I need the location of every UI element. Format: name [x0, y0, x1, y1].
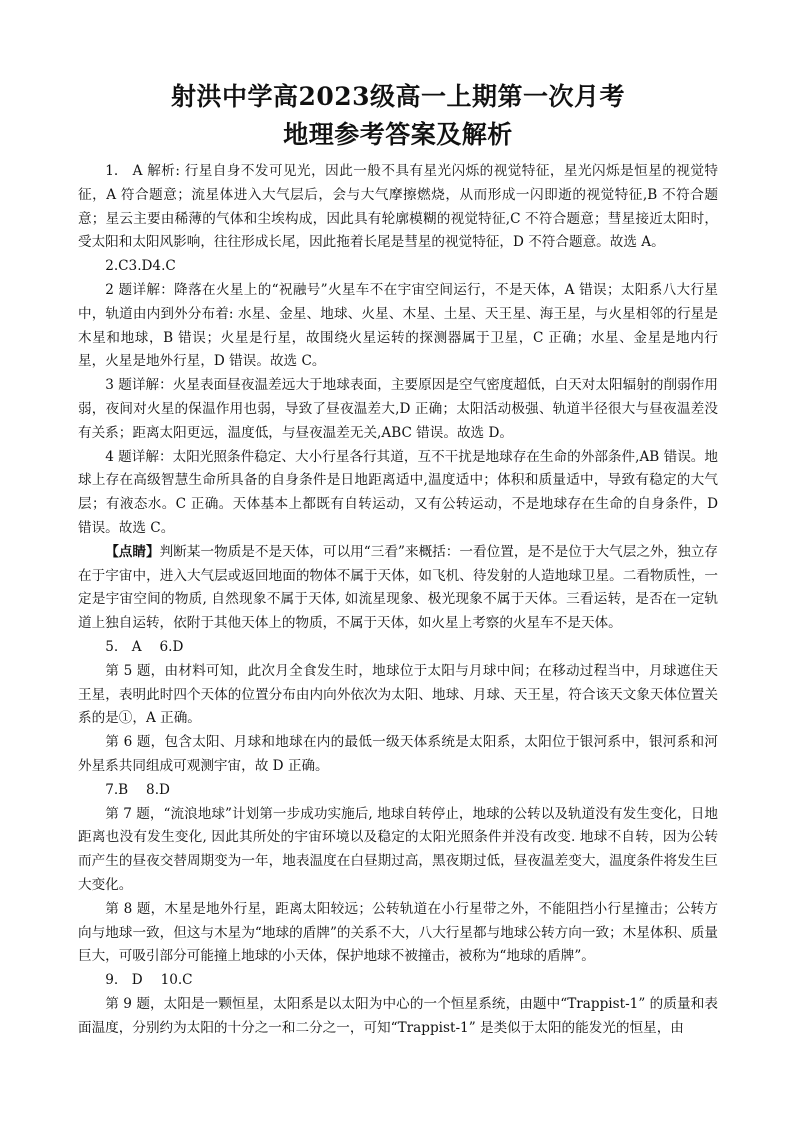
tip-text: 判断某一物质是不是天体，可以用“三看”来概括：一看位置，是不是位于大气层之外，独立存在于宇宙中，进入大气层或返回地面的物体不属于天体，如飞机、待发射的人造地球卫星。二看物质性，一定是宇宙空间的物质, 自然现象不属于天体, 如流星现象、极光现象不属于天体。三看运转，是否在一定轨道上独自运转，依附于其他天体上的物质，不属于天体，如火星上考察的火星车不是天体。 [78, 543, 718, 632]
tip-label: 【点睛】 [105, 543, 160, 560]
answer-paragraph: 3 题详解：火星表面昼夜温差远大于地球表面，主要原因是空气密度超低，白天对太阳辐射的削弱作用弱，夜间对火星的保温作用也弱，导致了昼夜温差大,D 正确；太阳活动极强、轨道半径很大与昼夜温差没有关系；距离太阳更远，温度低，与昼夜温差无关,ABC 错误。故选 D。 [78, 377, 718, 441]
answer-key-line: 7.B 8.D [105, 781, 170, 798]
document-subtitle: 地理参考答案及解析 [283, 120, 513, 149]
answer-paragraph: 第 9 题，太阳是一颗恒星，太阳系是以太阳为中心的一个恒星系统，由题中“Trappist-1” 的质量和表面温度，分别约为太阳的十分之一和二分之一，可知“Trappist-1” 是类似于太阳的能发光的恒星，由 [78, 995, 718, 1036]
answer-paragraph: 第 7 题，“流浪地球”计划第一步成功实施后, 地球自转停止，地球的公转以及轨道没有发生变化，日地距离也没有发生变化, 因此其所处的宇宙环境以及稳定的太阳光照条件并没有改变. 地球不自转，因为公转而产生的昼夜交替周期变为一年，地表温度在白昼期过高，黑夜期过低，昼夜温差变大，温度条件将发生巨大变化。 [78, 805, 718, 893]
document-title: 射洪中学高2023级高一上期第一次月考 [170, 82, 626, 111]
answer-key-line: 9. D 10.C [105, 972, 193, 989]
answer-paragraph: 1. A 解析: 行星自身不发可见光，因此一般不具有星光闪烁的视觉特征，星光闪烁是恒星的视觉特征，A 符合题意；流星体进入大气层后，会与大气摩擦燃烧，从而形成一闪即逝的视觉特征,B 不符合题意；星云主要由稀薄的气体和尘埃构成，因此具有轮廓模糊的视觉特征,C 不符合题意；彗星接近太阳时，受太阳和太阳风影响，往往形成长尾，因此拖着长尾是彗星的视觉特征，D 不符合题意。故选 A。 [78, 163, 718, 251]
answer-paragraph: 第 6 题，包含太阳、月球和地球在内的最低一级天体系统是太阳系，太阳位于银河系中，银河系和河外星系共同组成可观测宇宙，故 D 正确。 [78, 734, 718, 774]
answer-paragraph: 2 题详解：降落在火星上的“祝融号”火星车不在宇宙空间运行，不是天体，A 错误；太阳系八大行星中，轨道由内到外分布着: 水星、金星、地球、火星、木星、土星、天王星、海王星，与火星相邻的行星是木星和地球，B 错误；火星是行星，故围绕火星运转的探测器属于卫星，C 正确；水星、金星是地内行星，火星是地外行星，D 错误。故选 C。 [78, 281, 718, 370]
tip-paragraph [78, 541, 718, 636]
answer-paragraph: 第 8 题，木星是地外行星，距离太阳较远；公转轨道在小行星带之外，不能阻挡小行星撞击；公转方向与地球一致，但这与木星为“地球的盾牌”的关系不大，八大行星都与地球公转方向一致；木星体积、质量巨大，可吸引部分可能撞上地球的小天体，保护地球不被撞击，被称为“地球的盾牌”。 [78, 900, 718, 965]
answer-key-line: 5. A 6.D [105, 638, 184, 655]
answer-paragraph: 第 5 题，由材料可知，此次月全食发生时，地球位于太阳与月球中间；在移动过程当中，月球遮住天王星，表明此时四个天体的位置分布由内向外依次为太阳、地球、月球、天王星，符合该天文象天体位置关系的是①，A 正确。 [78, 662, 718, 727]
answer-key-line: 2.C3.D4.C [105, 258, 176, 275]
answer-paragraph: 4 题详解：太阳光照条件稳定、大小行星各行其道，互不干扰是地球存在生命的外部条件,AB 错误。地球上存在高级智慧生命所具备的自身条件是日地距离适中,温度适中；体积和质量适中，导致有稳定的大气层；有液态水。C 正确。天体基本上都既有自转运动，又有公转运动，不是地球存在生命的自身条件，D 错误。故选 C。 [78, 448, 718, 536]
